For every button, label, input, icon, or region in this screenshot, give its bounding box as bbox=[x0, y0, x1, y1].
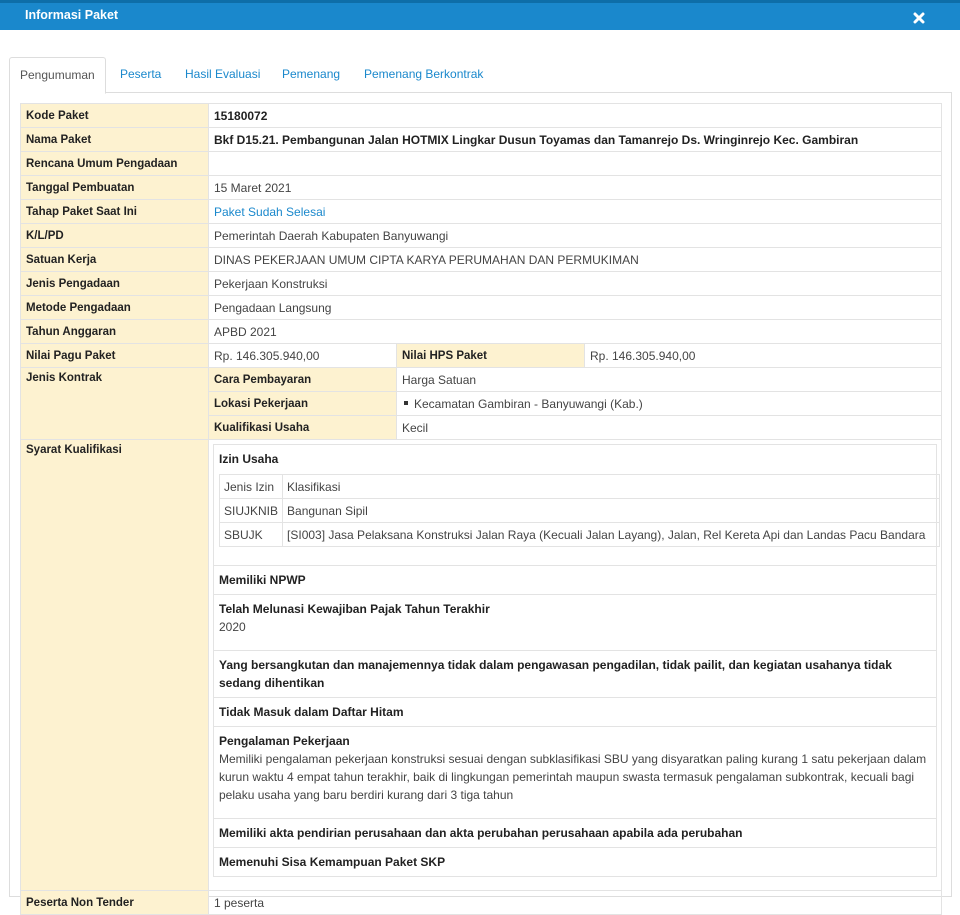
satker-value: DINAS PEKERJAAN UMUM CIPTA KARYA PERUMAHAN DAN PERMUKIMAN bbox=[209, 248, 942, 272]
table-row bbox=[21, 344, 942, 368]
field-label: Jenis Kontrak bbox=[21, 368, 209, 440]
izin-klasifikasi: Bangunan Sipil bbox=[283, 499, 940, 523]
rup-value bbox=[209, 152, 942, 176]
hps-value: Rp. 146.305.940,00 bbox=[585, 344, 942, 368]
syarat-title: Pengalaman Pekerjaan bbox=[219, 734, 350, 748]
nama-paket-value: Bkf D15.21. Pembangunan Jalan HOTMIX Lingkar Dusun Toyamas dan Tamanrejo Ds. Wringinrejo Kec. Gambiran bbox=[209, 128, 942, 152]
field-label: Peserta Non Tender bbox=[21, 891, 209, 915]
tab-hasil-evaluasi[interactable]: Hasil Evaluasi bbox=[185, 67, 261, 81]
tab-bar bbox=[9, 57, 952, 93]
cara-pembayaran-value: Harga Satuan bbox=[397, 368, 942, 392]
tahap-cell bbox=[209, 200, 942, 224]
syarat-npwp bbox=[214, 565, 936, 594]
bullet-icon bbox=[404, 401, 408, 405]
syarat-pajak bbox=[214, 594, 936, 650]
field-label: Satuan Kerja bbox=[21, 248, 209, 272]
peserta-non-tender-value: 1 peserta bbox=[209, 891, 942, 915]
izin-jenis: SIUJKNIB bbox=[220, 499, 283, 523]
field-label: Rencana Umum Pengadaan bbox=[21, 152, 209, 176]
izin-jenis: SBUJK bbox=[220, 523, 283, 547]
syarat-akta bbox=[214, 818, 936, 847]
field-label: Kode Paket bbox=[21, 104, 209, 128]
syarat-text: 2020 bbox=[219, 620, 246, 634]
table-row bbox=[21, 368, 942, 392]
lokasi-cell bbox=[397, 392, 942, 416]
izin-header-klasifikasi: Klasifikasi bbox=[283, 475, 940, 499]
tab-panel-pengumuman bbox=[9, 93, 952, 910]
field-label: Cara Pembayaran bbox=[209, 368, 397, 392]
table-row bbox=[21, 272, 942, 296]
field-label: Nilai Pagu Paket bbox=[21, 344, 209, 368]
field-label: Tahap Paket Saat Ini bbox=[21, 200, 209, 224]
metode-value: Pengadaan Langsung bbox=[209, 296, 942, 320]
table-row bbox=[220, 475, 940, 499]
kualifikasi-value: Kecil bbox=[397, 416, 942, 440]
lokasi-value: Kecamatan Gambiran - Banyuwangi (Kab.) bbox=[414, 396, 643, 411]
table-row bbox=[21, 440, 942, 891]
syarat-daftar-hitam bbox=[214, 697, 936, 726]
table-row bbox=[21, 176, 942, 200]
field-label: Lokasi Pekerjaan bbox=[209, 392, 397, 416]
tahap-link[interactable]: Paket Sudah Selesai bbox=[214, 204, 326, 219]
field-label: Jenis Pengadaan bbox=[21, 272, 209, 296]
tab-peserta[interactable]: Peserta bbox=[120, 67, 162, 81]
table-row bbox=[21, 296, 942, 320]
table-row bbox=[21, 224, 942, 248]
table-row bbox=[21, 248, 942, 272]
modal-body bbox=[9, 57, 952, 910]
syarat-title: Memiliki akta pendirian perusahaan dan akta perubahan perusahaan apabila ada perubahan bbox=[219, 826, 743, 840]
field-label: Kualifikasi Usaha bbox=[209, 416, 397, 440]
modal-title: Informasi Paket bbox=[25, 8, 119, 22]
izin-klasifikasi: [SI003] Jasa Pelaksana Konstruksi Jalan Raya (Kecuali Jalan Layang), Jalan, Rel Kereta Api dan Landas Pacu Bandara bbox=[283, 523, 940, 547]
syarat-box bbox=[213, 444, 937, 877]
table-row bbox=[220, 523, 940, 547]
syarat-title: Izin Usaha bbox=[219, 452, 279, 466]
table-row bbox=[21, 152, 942, 176]
field-label: Metode Pengadaan bbox=[21, 296, 209, 320]
syarat-pengawasan bbox=[214, 650, 936, 697]
syarat-text: Memiliki pengalaman pekerjaan konstruksi sesuai dengan subklasifikasi SBU yang disyaratkan paling kurang 1 satu pekerjaan dalam kurun waktu 4 empat tahun terakhir, baik di lingkungan pemerintah maupun swasta termasuk pengalaman subkontrak, kecuali bagi pelaku usaha yang baru berdiri kurang dari 3 tiga tahun bbox=[219, 752, 927, 802]
table-row bbox=[21, 104, 942, 128]
izin-table bbox=[219, 474, 940, 547]
field-label: Tahun Anggaran bbox=[21, 320, 209, 344]
syarat-title: Yang bersangkutan dan manajemennya tidak dalam pengawasan pengadilan, tidak pailit, dan kegiatan usahanya tidak sedang dihentikan bbox=[219, 658, 892, 690]
field-label: Nilai HPS Paket bbox=[397, 344, 585, 368]
field-label: Tanggal Pembuatan bbox=[21, 176, 209, 200]
table-row bbox=[21, 128, 942, 152]
table-row bbox=[21, 891, 942, 915]
modal-header bbox=[0, 0, 960, 30]
table-row bbox=[21, 200, 942, 224]
close-icon[interactable] bbox=[908, 7, 930, 29]
syarat-skp bbox=[214, 847, 936, 876]
table-row bbox=[220, 499, 940, 523]
syarat-cell bbox=[209, 440, 942, 891]
syarat-title: Telah Melunasi Kewajiban Pajak Tahun Terakhir bbox=[219, 602, 490, 616]
field-label: K/L/PD bbox=[21, 224, 209, 248]
pagu-value: Rp. 146.305.940,00 bbox=[209, 344, 397, 368]
syarat-title: Memenuhi Sisa Kemampuan Paket SKP bbox=[219, 855, 446, 869]
tahun-value: APBD 2021 bbox=[209, 320, 942, 344]
info-table bbox=[20, 103, 942, 915]
izin-header-jenis: Jenis Izin bbox=[220, 475, 283, 499]
field-label: Nama Paket bbox=[21, 128, 209, 152]
tab-pengumuman[interactable]: Pengumuman bbox=[9, 57, 106, 94]
tab-pemenang[interactable]: Pemenang bbox=[282, 67, 341, 81]
field-label: Syarat Kualifikasi bbox=[21, 440, 209, 891]
syarat-izin-usaha bbox=[214, 445, 936, 565]
table-row bbox=[21, 320, 942, 344]
klpd-value: Pemerintah Daerah Kabupaten Banyuwangi bbox=[209, 224, 942, 248]
tab-pemenang-berkontrak[interactable]: Pemenang Berkontrak bbox=[364, 67, 484, 81]
tanggal-value: 15 Maret 2021 bbox=[209, 176, 942, 200]
kode-paket-value: 15180072 bbox=[209, 104, 942, 128]
syarat-title: Memiliki NPWP bbox=[219, 573, 306, 587]
jenis-pengadaan-value: Pekerjaan Konstruksi bbox=[209, 272, 942, 296]
syarat-pengalaman bbox=[214, 726, 936, 818]
syarat-title: Tidak Masuk dalam Daftar Hitam bbox=[219, 705, 404, 719]
